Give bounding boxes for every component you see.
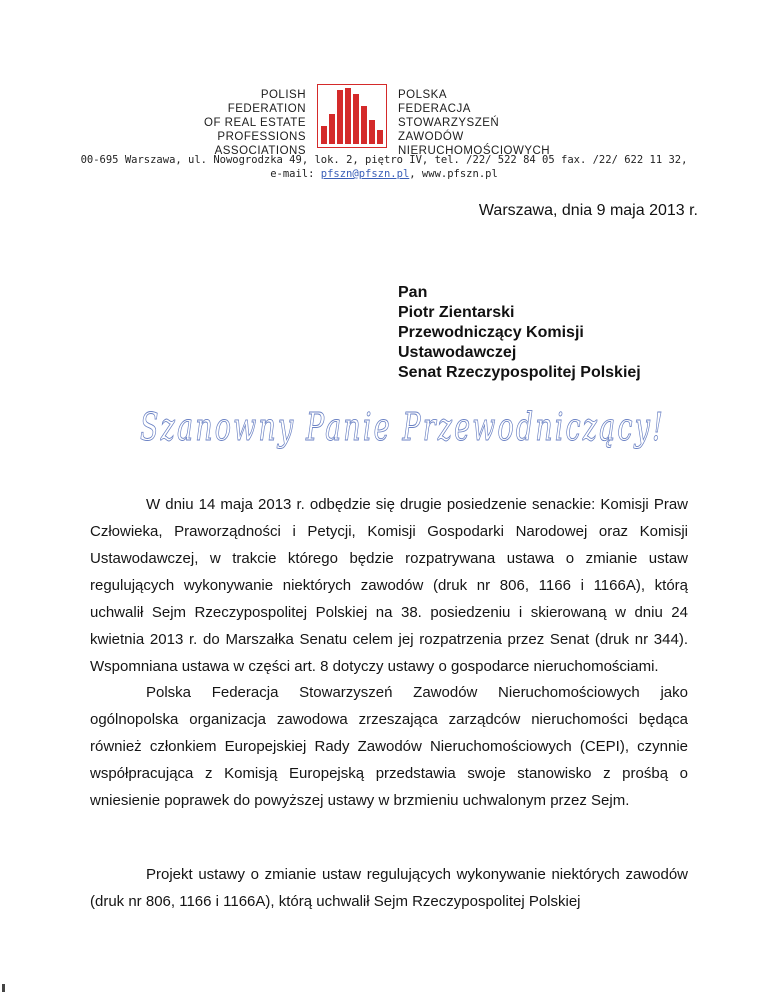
salutation-text: Szanowny Panie Przewodniczący! bbox=[140, 405, 665, 449]
paragraph-1 bbox=[90, 491, 688, 680]
letter-date: Warszawa, dnia 9 maja 2013 r. bbox=[478, 202, 698, 219]
email-link[interactable]: pfszn@pfszn.pl bbox=[320, 168, 410, 180]
org-en-line: ASSOCIATIONS bbox=[214, 145, 306, 157]
logo-bar bbox=[353, 94, 359, 144]
paragraph-text: Projekt ustawy o zmianie ustaw regulujących wykonywanie niektórych zawodów (druk nr 806, 1166 i 1166A), którą uchwalił Sejm Rzeczypospolitej Polskiej bbox=[90, 866, 688, 910]
org-en-line: FEDERATION bbox=[227, 103, 306, 115]
org-pl-line: NIERUCHOMOŚCIOWYCH bbox=[398, 145, 551, 157]
logo-frame bbox=[318, 85, 387, 148]
org-name-polish bbox=[398, 88, 618, 158]
recipient-line: Przewodniczący Komisji bbox=[398, 324, 584, 341]
website-text: , www.pfszn.pl bbox=[409, 168, 498, 180]
paragraph-2 bbox=[90, 679, 688, 814]
logo-bar bbox=[345, 88, 351, 144]
address-line: 00-695 Warszawa, ul. Nowogrodzka 49, lok. 2, piętro IV, tel. /22/ 522 84 05 fax. /22/ 622 11 32, bbox=[80, 154, 688, 166]
logo-bar bbox=[377, 130, 383, 144]
logo-bar bbox=[369, 120, 375, 144]
logo-bar bbox=[337, 90, 343, 144]
org-pl-line: ZAWODÓW bbox=[398, 131, 464, 143]
email-label: e-mail: bbox=[270, 168, 321, 180]
org-en-line: POLISH bbox=[260, 89, 306, 101]
logo-bar bbox=[321, 126, 327, 144]
contact-line bbox=[60, 167, 708, 181]
paragraph-text: Polska Federacja Stowarzyszeń Zawodów Nieruchomościowych jako ogólnopolska organizacja zawodowa zrzeszająca zarządców nieruchomości będąca również członkiem Europejskiej Rady Zawodów Nieruchomościowych (CEPI), czynnie współpracująca z Komisją Europejską przedstawia swoje stanowisko z prośbą o wniesienie poprawek do powyższej ustawy w brzmieniu uchwalonym przez Sejm. bbox=[90, 684, 688, 809]
pfszn-logo bbox=[317, 84, 387, 148]
recipient-line: Pan bbox=[398, 284, 428, 301]
logo-bar bbox=[329, 114, 335, 144]
scan-mark bbox=[2, 984, 5, 992]
org-en-line: OF REAL ESTATE bbox=[204, 117, 306, 129]
paragraph-text: W dniu 14 maja 2013 r. odbędzie się drugie posiedzenie senackie: Komisji Praw Człowieka, Praworządności i Petycji, Komisji Gospodarki Narodowej oraz Komisji Ustawodawczej, w trakcie którego będzie rozpatrywana ustawa o zmianie ustaw regulujących wykonywanie niektórych zawodów (druk nr 806, 1166 i 1166A), którą uchwalił Sejm Rzeczypospolitej Polskiej na 38. posiedzeniu i skierowaną w dniu 24 kwietnia 2013 r. do Marszałka Senatu celem jej rozpatrzenia przez Senat (druk nr 344). Wspomniana ustawa w części art. 8 dotyczy ustawy o gospodarce nieruchomościami. bbox=[90, 496, 688, 675]
recipient-line: Senat Rzeczypospolitej Polskiej bbox=[398, 364, 641, 381]
handwritten-salutation bbox=[140, 388, 680, 468]
org-pl-line: FEDERACJA bbox=[398, 103, 471, 115]
letterhead-address bbox=[60, 153, 708, 181]
recipient-line: Piotr Zientarski bbox=[398, 304, 515, 321]
org-en-line: PROFESSIONS bbox=[217, 131, 306, 143]
org-pl-line: POLSKA bbox=[398, 89, 448, 101]
org-pl-line: STOWARZYSZEŃ bbox=[398, 117, 500, 129]
org-name-english bbox=[150, 88, 306, 158]
logo-bar bbox=[361, 106, 367, 144]
recipient-line: Ustawodawczej bbox=[398, 344, 517, 361]
paragraph-3 bbox=[90, 861, 688, 915]
recipient-block bbox=[398, 283, 641, 383]
